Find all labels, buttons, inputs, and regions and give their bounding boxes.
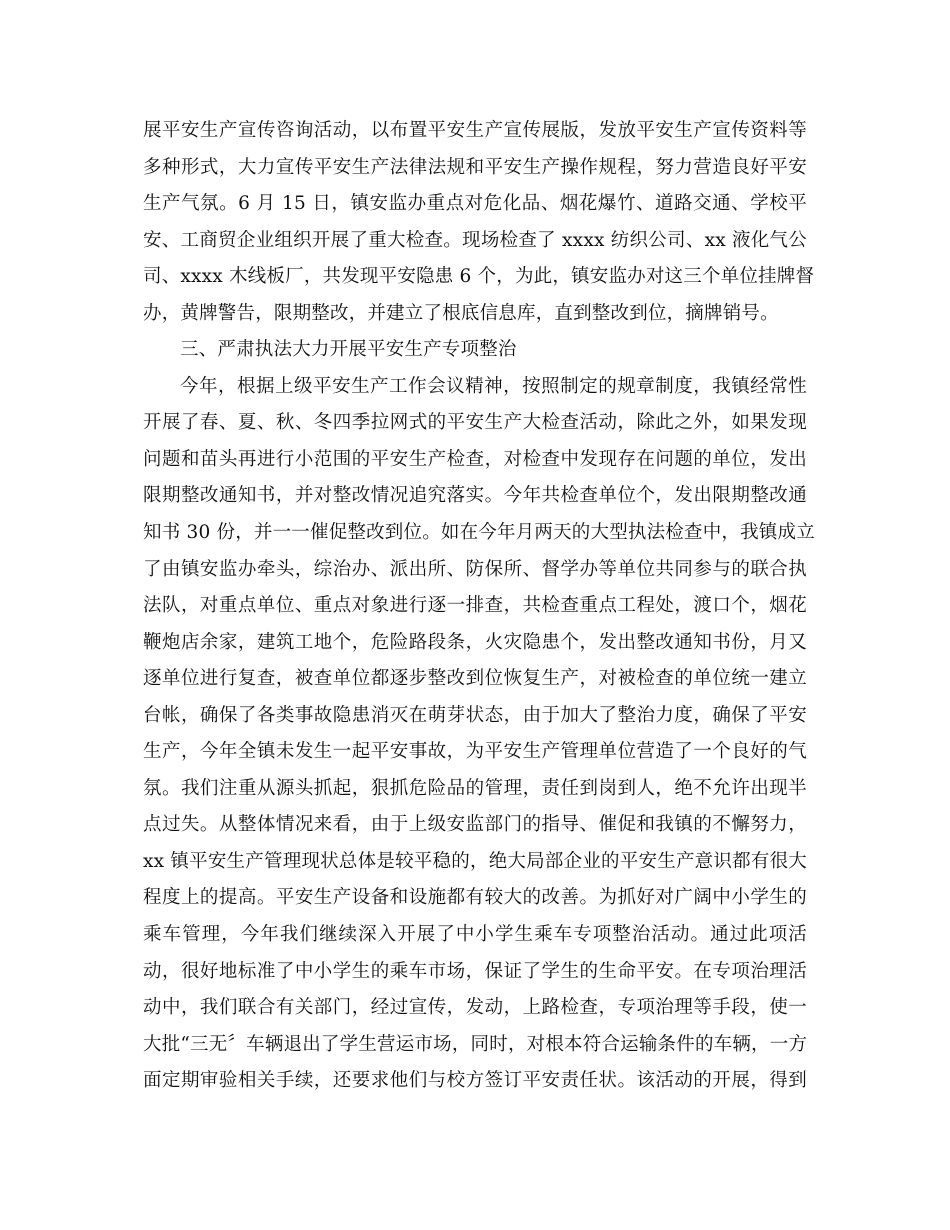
paragraph-line: xx 镇平安生产管理现状总体是较平稳的，绝大局部企业的平安生产意识都有很大: [143, 850, 807, 872]
paragraph-line: 问题和苗头再进行小范围的平安生产检查，对检查中发现存在问题的单位，发出: [143, 448, 807, 470]
paragraph-line: 动，很好地标准了中小学生的乘车市场，保证了学生的生命平安。在专项治理活: [143, 960, 807, 982]
paragraph-line: 鞭炮店余家，建筑工地个，危险路段条，火灾隐患个，发出整改通知书份，月又: [143, 631, 807, 653]
paragraph-line: 安、工商贸企业组织开展了重大检查。现场检查了 xxxx 纺织公司、xx 液化气公: [143, 229, 807, 251]
paragraph-line: 大批“三无〞车辆退出了学生营运市场，同时，对根本符合运输条件的车辆，一方: [143, 1033, 808, 1055]
paragraph-line: 点过失。从整体情况来看，由于上级安监部门的指导、催促和我镇的不懈努力，: [143, 814, 807, 836]
paragraph-line: 限期整改通知书，并对整改情况追究落实。今年共检查单位个，发出限期整改通: [143, 485, 807, 507]
paragraph-line: 动中，我们联合有关部门，经过宣传，发动，上路检查，专项治理等手段，使一: [143, 997, 807, 1019]
paragraph-line: 多种形式，大力宣传平安生产法律法规和平安生产操作规程，努力营造良好平安: [143, 156, 807, 178]
paragraph-line: 开展了春、夏、秋、冬四季拉网式的平安生产大检查活动，除此之外，如果发现: [143, 412, 807, 434]
paragraph-line: 台帐，确保了各类事故隐患消灭在萌芽状态，由于加大了整治力度，确保了平安: [143, 704, 807, 726]
paragraph-line: 知书 30 份，并一一催促整改到位。如在今年月两天的大型执法检查中，我镇成立: [143, 522, 815, 544]
section-heading: 三、严肃执法大力开展平安生产专项整治: [180, 339, 517, 361]
paragraph-line: 生产气氛。6 月 15 日，镇安监办重点对危化品、烟花爆竹、道路交通、学校平: [143, 193, 807, 215]
paragraph-line: 生产，今年全镇未发生一起平安事故，为平安生产管理单位营造了一个良好的气: [143, 741, 807, 763]
paragraph-line: 了由镇安监办牵头，综治办、派出所、防保所、督学办等单位共同参与的联合执: [143, 558, 807, 580]
paragraph-line: 办，黄牌警告，限期整改，并建立了根底信息库，直到整改到位，摘牌销号。: [143, 302, 779, 324]
paragraph-line: 法队，对重点单位、重点对象进行逐一排查，共检查重点工程处，渡口个，烟花: [143, 595, 807, 617]
paragraph-line: 面定期审验相关手续，还要求他们与校方签订平安责任状。该活动的开展，得到: [143, 1070, 807, 1092]
paragraph-line: 程度上的提高。平安生产设备和设施都有较大的改善。为抓好对广阔中小学生的: [143, 887, 807, 909]
paragraph-line: 今年，根据上级平安生产工作会议精神，按照制定的规章制度，我镇经常性: [180, 375, 807, 397]
paragraph-line: 逐单位进行复查，被查单位都逐步整改到位恢复生产，对被检查的单位统一建立: [143, 668, 807, 690]
paragraph-line: 展平安生产宣传咨询活动，以布置平安生产宣传展版，发放平安生产宣传资料等: [143, 120, 807, 141]
paragraph-line: 氛。我们注重从源头抓起，狠抓危险品的管理，责任到岗到人，绝不允许出现半: [143, 777, 807, 799]
document-body: [143, 113, 815, 1100]
paragraph-line: 司、xxxx 木线板厂，共发现平安隐患 6 个，为此，镇安监办对这三个单位挂牌督: [143, 266, 815, 288]
paragraph-line: 乘车管理，今年我们继续深入开展了中小学生乘车专项整治活动。通过此项活: [143, 924, 807, 946]
